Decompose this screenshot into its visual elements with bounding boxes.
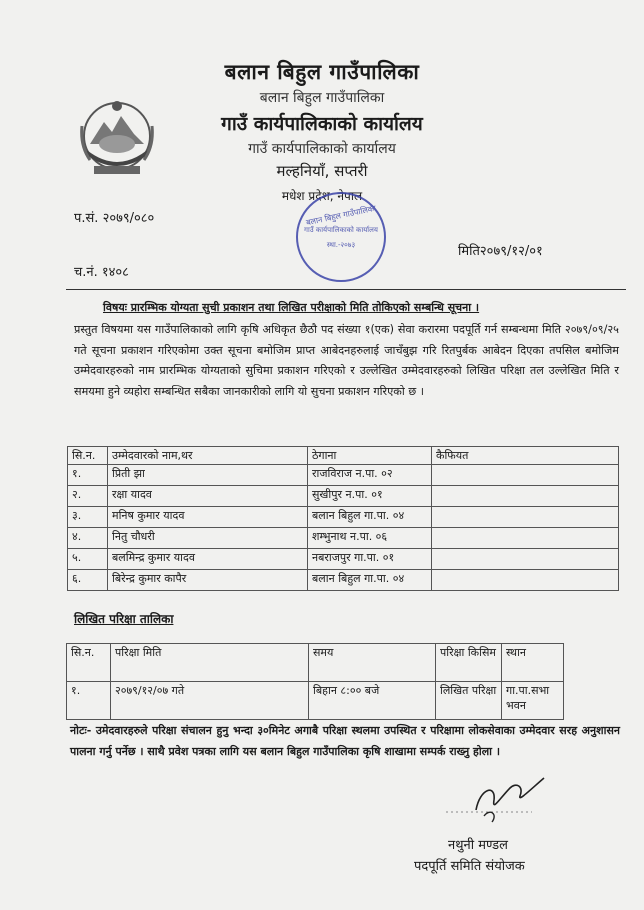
subject-line: विषयः प्रारम्भिक योग्यता सुची प्रकाशन तथा लिखित परीक्षाको मिति तोकिएको सम्बन्धि सूचना । [103,301,480,314]
table-row [68,507,619,528]
province-text: मधेश प्रदेश, नेपाल [281,189,363,203]
column-header: कैफियत [432,447,619,465]
office-subtitle: गाउँ कार्यपालिकाको कार्यालय [248,141,396,157]
cell-exam-date: २०७९/१२/०७ गते [111,682,309,720]
cell-remarks [432,486,619,507]
table-header-row [68,447,619,465]
column-header: समय [309,644,436,682]
header-divider [66,289,626,290]
cell-serial: ६. [68,570,108,591]
note-text: नोटः- उमेदवारहरुले परिक्षा संचालन हुनु भन्दा ३०मिनेट अगाबै परिक्षा स्थलमा उपस्थित र परिक्षामा लोकसेवाका उम्मेदवार सरह अनुशासन पालना गर्नु पर्नेछ । साथै प्रवेश पत्रका लागि यस बलान बिहुल गाउँपालिका कृषि शाखामा सम्पर्क राख्नु होला । [70,724,620,758]
column-header: सि.न. [67,644,111,682]
column-header: सि.न. [68,447,108,465]
signature-mark [440,768,550,828]
table-row [68,465,619,486]
cell-address: सुखीपुर न.पा. ०१ [308,486,432,507]
stamp-ring-text: बलान बिहुल गाउँपालिका [305,203,377,228]
column-header: परिक्षा मिति [111,644,309,682]
cell-serial: २. [68,486,108,507]
cell-name: मनिष कुमार यादव [108,507,308,528]
table-row [67,682,564,720]
cell-remarks [432,465,619,486]
cell-serial: १. [67,682,111,720]
municipality-subtitle: बलान बिहुल गाउँपालिका [259,90,385,106]
dispatch-number: च.नं. १४०८ [74,265,129,280]
candidates-table [67,446,619,591]
cell-remarks [432,528,619,549]
cell-serial: ५. [68,549,108,570]
table-row [68,570,619,591]
cell-name: प्रिती झा [108,465,308,486]
cell-exam-venue: गा.पा.सभा भवन [502,682,564,720]
cell-remarks [432,549,619,570]
body-paragraph: प्रस्तुत विषयमा यस गाउँपालिकाको लागि कृषि अधिकृत छैठौ पद संख्या १(एक) सेवा करारमा पदपूर्ति गर्न सम्बन्धमा मिति २०७९/०९/२५ गते सूचना प्रकाशन गरिएकोमा उक्त सूचना बमोजिम प्राप्त आबेदनहरुलाई जाचँबुझ गरि रितपुर्बक आबेदन दिएका तपसिल बमोजिम उम्मेदवारहरुको नाम प्रारम्भिक योग्यताको सुचिमा प्रकाशन गरिएको र उल्लेखित उम्मेदवारहरुको लिखित परिक्षा तल उल्लेखित मिति र समयमा हुने व्यहोरा सम्बन्धित सबैका जानकारीको लागि यो सुचना प्रकाशन गरिएको छ । [74,323,619,398]
cell-remarks [432,570,619,591]
column-header: उम्मेदवारको नाम,थर [108,447,308,465]
stamp-inner-text: गाउँ कार्यपालिकाको कार्यालय [304,226,378,234]
cell-address: राजविराज न.पा. ०२ [308,465,432,486]
table-header-row [67,644,564,682]
signatory-designation: पदपूर्ति समिति संयोजक [414,859,525,874]
cell-exam-type: लिखित परिक्षा [436,682,502,720]
office-stamp [296,192,386,282]
cell-serial: ३. [68,507,108,528]
cell-address: बलान बिहुल गा.पा. ०४ [308,507,432,528]
cell-address: बलान बिहुल गा.पा. ०४ [308,570,432,591]
cell-address: शम्भुनाथ न.पा. ०६ [308,528,432,549]
column-header: स्थान [502,644,564,682]
office-title: गाउँ कार्यपालिकाको कार्यालय [221,113,423,135]
cell-address: नबराजपुर गा.पा. ०१ [308,549,432,570]
letter-date: मिति२०७९/१२/०१ [458,244,543,259]
cell-name: नितु चौधरी [108,528,308,549]
table-row [68,549,619,570]
cell-remarks [432,507,619,528]
exam-schedule-table [66,643,564,720]
table-row [68,486,619,507]
exam-schedule-heading: लिखित परिक्षा तालिका [74,612,174,626]
cell-exam-time: बिहान ८:०० बजे [309,682,436,720]
cell-name: बिरेन्द्र कुमार कापैर [108,570,308,591]
municipality-title: बलान बिहुल गाउँपालिका [224,60,420,84]
cell-name: रक्षा यादव [108,486,308,507]
letter-number: प.सं. २०७९/०८० [74,211,155,226]
column-header: परिक्षा किसिम [436,644,502,682]
stamp-date-text: स्था.-२०७३ [326,241,356,249]
cell-serial: ४. [68,528,108,549]
column-header: ठेगाना [308,447,432,465]
table-row [68,528,619,549]
cell-serial: १. [68,465,108,486]
cell-name: बलमिन्द्र कुमार यादव [108,549,308,570]
location-text: मल्हनियाँ, सप्तरी [276,162,368,180]
signatory-name: नथुनी मण्डल [448,838,508,853]
